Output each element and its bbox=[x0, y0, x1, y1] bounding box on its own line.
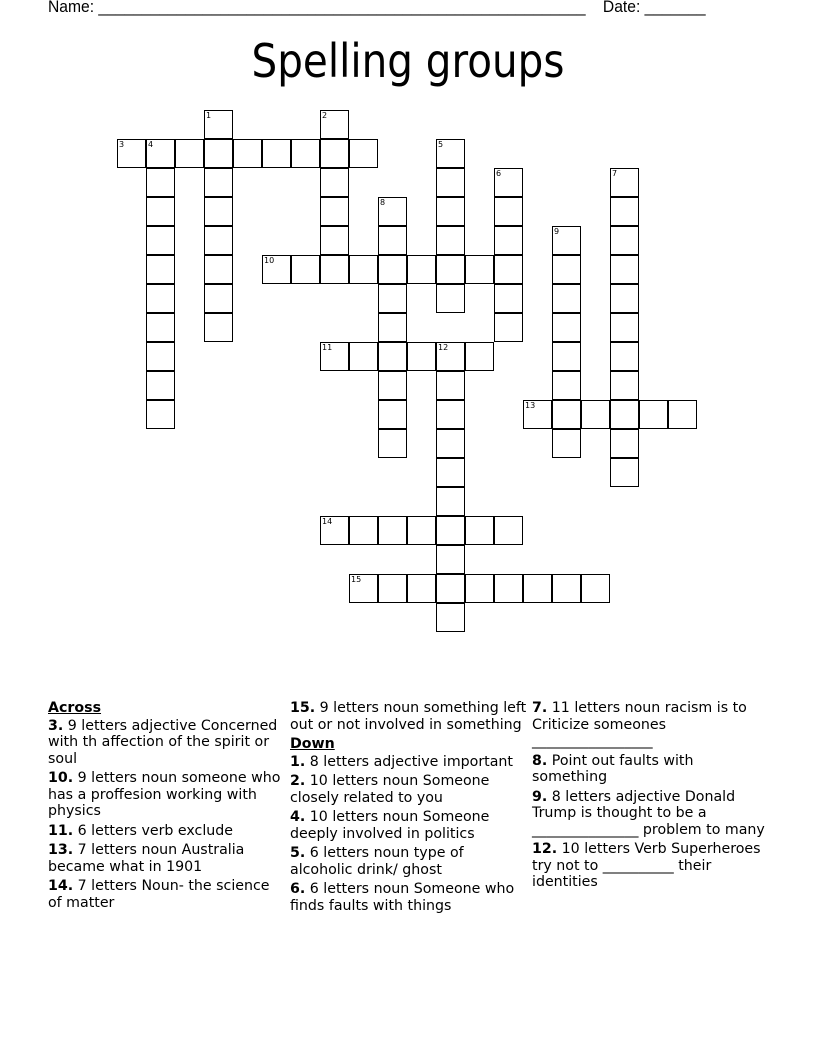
down-heading: Down bbox=[290, 736, 335, 752]
clue-text: 9 letters noun something left out or not involved in something bbox=[290, 700, 527, 733]
grid-cell[interactable] bbox=[349, 139, 378, 168]
grid-cell[interactable] bbox=[552, 574, 581, 603]
clue-down-5 bbox=[290, 845, 528, 878]
grid-cell[interactable] bbox=[320, 226, 349, 255]
clues-column-3 bbox=[532, 700, 770, 894]
grid-cell[interactable] bbox=[610, 226, 639, 255]
grid-cell[interactable] bbox=[378, 574, 407, 603]
grid-cell[interactable] bbox=[378, 400, 407, 429]
date-field[interactable]: _______ bbox=[640, 0, 706, 16]
clue-text: 9 letters adjective Concerned with th affection of the spirit or soul bbox=[48, 717, 278, 767]
grid-cell[interactable] bbox=[552, 371, 581, 400]
grid-cell[interactable] bbox=[436, 284, 465, 313]
clue-across-13 bbox=[48, 842, 286, 875]
clue-down-2 bbox=[290, 773, 528, 806]
grid-cell[interactable] bbox=[610, 458, 639, 487]
clue-text: 9 letters noun someone who has a proffesion working with physics bbox=[48, 770, 281, 819]
grid-cell[interactable] bbox=[233, 139, 262, 168]
grid-cell[interactable] bbox=[204, 284, 233, 313]
grid-cell[interactable] bbox=[610, 371, 639, 400]
cell-number: 4 bbox=[148, 140, 154, 149]
clue-across-15 bbox=[290, 700, 528, 733]
grid-cell[interactable] bbox=[610, 429, 639, 458]
grid-cell[interactable] bbox=[146, 342, 175, 371]
grid-cell[interactable] bbox=[378, 429, 407, 458]
grid-cell[interactable] bbox=[436, 545, 465, 574]
clue-down-1 bbox=[290, 754, 528, 771]
grid-cell[interactable] bbox=[320, 197, 349, 226]
grid-cell[interactable] bbox=[320, 110, 349, 139]
clues-column-1 bbox=[48, 700, 286, 914]
grid-cell[interactable] bbox=[204, 255, 233, 284]
grid-cell[interactable] bbox=[494, 313, 523, 342]
clue-text: 6 letters verb exclude bbox=[73, 822, 234, 839]
clue-number: 5. bbox=[290, 845, 306, 861]
grid-cell[interactable] bbox=[262, 139, 291, 168]
grid-cell[interactable] bbox=[465, 574, 494, 603]
clue-across-10 bbox=[48, 770, 286, 820]
cell-number: 15 bbox=[351, 575, 362, 584]
grid-cell[interactable] bbox=[552, 429, 581, 458]
clue-number: 1. bbox=[290, 753, 306, 770]
grid-cell[interactable] bbox=[494, 197, 523, 226]
grid-cell[interactable] bbox=[465, 516, 494, 545]
cell-number: 9 bbox=[554, 227, 560, 236]
clue-number: 15. bbox=[290, 700, 316, 716]
clues-column-2 bbox=[290, 700, 528, 917]
grid-cell[interactable] bbox=[146, 371, 175, 400]
grid-cell[interactable] bbox=[407, 516, 436, 545]
grid-cell[interactable] bbox=[436, 429, 465, 458]
clue-text: Point out faults with something bbox=[532, 752, 694, 785]
cell-number: 6 bbox=[496, 169, 502, 178]
grid-cell[interactable] bbox=[204, 197, 233, 226]
clue-text: 10 letters Verb Superheroes try not to __________ their identities bbox=[532, 841, 761, 890]
date-label: Date: bbox=[602, 0, 641, 16]
clue-number: 11. bbox=[48, 822, 74, 839]
grid-cell[interactable] bbox=[436, 603, 465, 632]
cell-number: 7 bbox=[612, 169, 618, 178]
grid-cell[interactable] bbox=[378, 342, 407, 371]
grid-cell[interactable] bbox=[494, 226, 523, 255]
grid-cell[interactable] bbox=[146, 284, 175, 313]
grid-cell[interactable] bbox=[262, 255, 291, 284]
grid-cell[interactable] bbox=[407, 574, 436, 603]
clue-across-3 bbox=[48, 718, 286, 768]
clue-down-4 bbox=[290, 809, 528, 842]
grid-cell[interactable] bbox=[407, 342, 436, 371]
grid-cell[interactable] bbox=[436, 458, 465, 487]
clue-across-14 bbox=[48, 878, 286, 911]
grid-cell[interactable] bbox=[610, 284, 639, 313]
grid-cell[interactable] bbox=[465, 342, 494, 371]
cell-number: 8 bbox=[380, 198, 386, 207]
clue-down-8 bbox=[532, 753, 770, 786]
grid-cell[interactable] bbox=[320, 516, 349, 545]
clue-text: 8 letters adjective important bbox=[305, 753, 513, 770]
clue-number: 13. bbox=[48, 842, 74, 858]
grid-cell[interactable] bbox=[378, 255, 407, 284]
grid-cell[interactable] bbox=[407, 255, 436, 284]
grid-cell[interactable] bbox=[552, 313, 581, 342]
grid-cell[interactable] bbox=[378, 226, 407, 255]
grid-cell[interactable] bbox=[436, 255, 465, 284]
clue-number: 7. bbox=[532, 700, 548, 716]
grid-cell[interactable] bbox=[436, 516, 465, 545]
clue-number: 12. bbox=[532, 841, 558, 857]
clue-text: 6 letters noun Someone who finds faults with things bbox=[290, 881, 515, 914]
grid-cell[interactable] bbox=[320, 342, 349, 371]
clue-text: 6 letters noun type of alcoholic drink/ ghost bbox=[290, 845, 464, 878]
clue-down-12 bbox=[532, 841, 770, 891]
grid-cell[interactable] bbox=[610, 313, 639, 342]
grid-cell[interactable] bbox=[436, 400, 465, 429]
grid-cell[interactable] bbox=[436, 226, 465, 255]
clue-text: 10 letters noun Someone deeply involved in politics bbox=[290, 809, 490, 842]
clue-text: 10 letters noun Someone closely related to you bbox=[290, 773, 490, 806]
grid-cell[interactable] bbox=[146, 255, 175, 284]
clue-number: 8. bbox=[532, 752, 548, 769]
name-field[interactable]: ________________________________________________________ bbox=[94, 0, 586, 16]
grid-cell[interactable] bbox=[349, 255, 378, 284]
grid-cell[interactable] bbox=[552, 255, 581, 284]
grid-cell[interactable] bbox=[146, 168, 175, 197]
grid-cell[interactable] bbox=[610, 342, 639, 371]
clue-down-6 bbox=[290, 881, 528, 914]
grid-cell[interactable] bbox=[552, 284, 581, 313]
across-heading: Across bbox=[48, 700, 102, 716]
grid-cell[interactable] bbox=[378, 284, 407, 313]
clue-across-11 bbox=[48, 823, 286, 840]
clue-number: 3. bbox=[48, 717, 64, 734]
grid-cell[interactable] bbox=[204, 226, 233, 255]
grid-cell[interactable] bbox=[581, 400, 610, 429]
grid-cell[interactable] bbox=[349, 574, 378, 603]
cell-number: 11 bbox=[322, 343, 333, 352]
grid-cell[interactable] bbox=[610, 255, 639, 284]
grid-cell[interactable] bbox=[117, 139, 146, 168]
grid-cell[interactable] bbox=[146, 139, 175, 168]
grid-cell[interactable] bbox=[204, 313, 233, 342]
name-label: Name: bbox=[48, 0, 95, 16]
grid-cell[interactable] bbox=[436, 197, 465, 226]
grid-cell[interactable] bbox=[494, 168, 523, 197]
clue-number: 10. bbox=[48, 770, 74, 786]
grid-cell[interactable] bbox=[146, 313, 175, 342]
grid-cell[interactable] bbox=[320, 139, 349, 168]
grid-cell[interactable] bbox=[610, 197, 639, 226]
grid-cell[interactable] bbox=[204, 168, 233, 197]
cell-number: 3 bbox=[119, 140, 125, 149]
grid-cell[interactable] bbox=[378, 313, 407, 342]
grid-cell[interactable] bbox=[146, 197, 175, 226]
grid-cell[interactable] bbox=[291, 255, 320, 284]
cell-number: 1 bbox=[206, 111, 212, 120]
clue-text: 7 letters noun Australia became what in 1901 bbox=[48, 842, 245, 875]
page-title: Spelling groups bbox=[251, 34, 565, 88]
grid-cell[interactable] bbox=[494, 255, 523, 284]
cell-number: 14 bbox=[322, 517, 333, 526]
grid-cell[interactable] bbox=[668, 400, 697, 429]
grid-cell[interactable] bbox=[494, 516, 523, 545]
cell-number: 5 bbox=[438, 140, 444, 149]
clue-text: 8 letters adjective Donald Trump is thought to be a _______________ problem to many bbox=[532, 788, 765, 838]
grid-cell[interactable] bbox=[436, 574, 465, 603]
grid-cell[interactable] bbox=[465, 255, 494, 284]
grid-cell[interactable] bbox=[436, 139, 465, 168]
grid-cell[interactable] bbox=[581, 574, 610, 603]
clue-number: 2. bbox=[290, 773, 306, 789]
grid-cell[interactable] bbox=[552, 342, 581, 371]
grid-cell[interactable] bbox=[436, 168, 465, 197]
grid-cell[interactable] bbox=[436, 487, 465, 516]
grid-cell[interactable] bbox=[523, 400, 552, 429]
grid-cell[interactable] bbox=[291, 139, 320, 168]
grid-cell[interactable] bbox=[523, 574, 552, 603]
grid-cell[interactable] bbox=[349, 342, 378, 371]
grid-cell[interactable] bbox=[146, 400, 175, 429]
grid-cell[interactable] bbox=[378, 371, 407, 400]
grid-cell[interactable] bbox=[378, 516, 407, 545]
grid-cell[interactable] bbox=[349, 516, 378, 545]
clue-number: 4. bbox=[290, 809, 306, 825]
grid-cell[interactable] bbox=[320, 255, 349, 284]
clue-number: 9. bbox=[532, 788, 548, 805]
clue-text: 11 letters noun racism is to Criticize someones _________________ bbox=[532, 700, 747, 749]
clue-down-9 bbox=[532, 789, 770, 839]
grid-cell[interactable] bbox=[204, 139, 233, 168]
grid-cell[interactable] bbox=[639, 400, 668, 429]
grid-cell[interactable] bbox=[175, 139, 204, 168]
grid-cell[interactable] bbox=[436, 371, 465, 400]
grid-cell[interactable] bbox=[552, 400, 581, 429]
cell-number: 13 bbox=[525, 401, 536, 410]
clue-number: 14. bbox=[48, 878, 74, 894]
grid-cell[interactable] bbox=[378, 197, 407, 226]
clue-text: 7 letters Noun- the science of matter bbox=[48, 878, 270, 911]
cell-number: 10 bbox=[264, 256, 275, 265]
grid-cell[interactable] bbox=[436, 342, 465, 371]
grid-cell[interactable] bbox=[610, 168, 639, 197]
cell-number: 12 bbox=[438, 343, 449, 352]
grid-cell[interactable] bbox=[204, 110, 233, 139]
grid-cell[interactable] bbox=[146, 226, 175, 255]
clue-number: 6. bbox=[290, 881, 306, 897]
grid-cell[interactable] bbox=[320, 168, 349, 197]
grid-cell[interactable] bbox=[494, 574, 523, 603]
grid-cell[interactable] bbox=[494, 284, 523, 313]
grid-cell[interactable] bbox=[552, 226, 581, 255]
cell-number: 2 bbox=[322, 111, 328, 120]
grid-cell[interactable] bbox=[610, 400, 639, 429]
clue-down-7 bbox=[532, 700, 770, 750]
